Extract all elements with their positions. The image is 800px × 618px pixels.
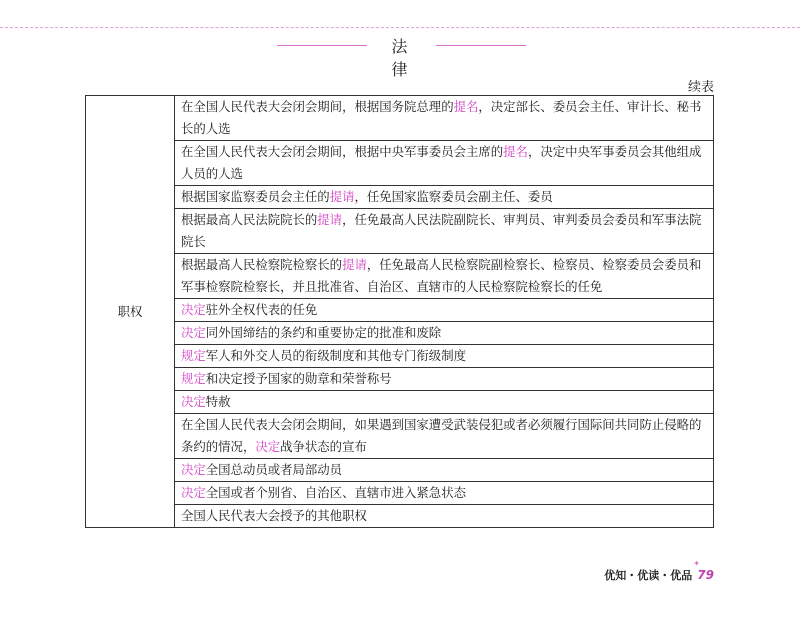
item-text: 和决定授予国家的勋章和荣誉称号 bbox=[205, 371, 392, 386]
power-item-cell bbox=[175, 141, 714, 186]
power-item-cell bbox=[175, 391, 714, 414]
highlight-keyword: 规定 bbox=[181, 371, 206, 386]
highlight-keyword: 决定 bbox=[181, 462, 206, 477]
item-text: ，任免最高人民检察院副检察长、检察员、检察委员会委员和军事检察院检察长，并且批准省、自治区、直辖市的人民检察院检察长的任免 bbox=[181, 257, 702, 294]
power-item-cell bbox=[175, 345, 714, 368]
power-item-cell bbox=[175, 414, 714, 459]
power-item-cell bbox=[175, 505, 714, 528]
item-text: ，决定部长、委员会主任、审计长、秘书长的人选 bbox=[181, 99, 702, 136]
page-number-text: 79 bbox=[697, 568, 714, 582]
continued-label: 续表 bbox=[687, 80, 714, 95]
item-text: ，决定中央军事委员会其他组成人员的人选 bbox=[181, 144, 702, 181]
top-dashed-border bbox=[0, 27, 800, 28]
item-text: 全国或者个别省、自治区、直辖市进入紧急状态 bbox=[205, 485, 466, 500]
page-footer bbox=[604, 559, 714, 583]
table-row bbox=[86, 254, 714, 299]
item-text: 根据最高人民检察院检察长的 bbox=[181, 257, 343, 272]
highlight-keyword: 决定 bbox=[255, 439, 281, 454]
highlight-keyword: 提请 bbox=[342, 257, 367, 272]
highlight-keyword: 决定 bbox=[181, 485, 206, 500]
highlight-keyword: 提请 bbox=[317, 212, 343, 227]
power-item-cell bbox=[175, 254, 714, 299]
power-item-cell bbox=[175, 368, 714, 391]
table-row bbox=[86, 482, 714, 505]
table-row bbox=[86, 414, 714, 459]
table-row bbox=[86, 505, 714, 528]
table-row bbox=[86, 345, 714, 368]
power-item-cell bbox=[175, 299, 714, 322]
highlight-keyword: 提名 bbox=[503, 144, 528, 159]
item-text: 全国人民代表大会授予的其他职权 bbox=[181, 508, 367, 523]
item-text: 军人和外交人员的衔级制度和其他专门衔级制度 bbox=[205, 348, 466, 363]
star-icon: ✦ bbox=[693, 559, 700, 568]
item-text: 全国总动员或者局部动员 bbox=[205, 462, 343, 477]
highlight-keyword: 提名 bbox=[453, 99, 479, 114]
table-row bbox=[86, 141, 714, 186]
highlight-keyword: 决定 bbox=[181, 325, 206, 340]
power-item-cell bbox=[175, 209, 714, 254]
item-text: 在全国人民代表大会闭会期间，根据国务院总理的 bbox=[181, 99, 454, 114]
table-row bbox=[86, 299, 714, 322]
item-text: 同外国缔结的条约和重要协定的批准和废除 bbox=[205, 325, 442, 340]
header-rule-left bbox=[277, 45, 367, 46]
table-row bbox=[86, 186, 714, 209]
page-header bbox=[0, 34, 800, 79]
table-row bbox=[86, 322, 714, 345]
table-row bbox=[86, 96, 714, 141]
highlight-keyword: 规定 bbox=[181, 348, 206, 363]
highlight-keyword: 决定 bbox=[181, 394, 206, 409]
table-row bbox=[86, 459, 714, 482]
item-text: ，任免国家监察委员会副主任、委员 bbox=[354, 189, 553, 204]
item-text: 根据国家监察委员会主任的 bbox=[181, 189, 330, 204]
item-text: 根据最高人民法院院长的 bbox=[181, 212, 318, 227]
power-item-cell bbox=[175, 482, 714, 505]
table-row bbox=[86, 209, 714, 254]
item-text: 驻外全权代表的任免 bbox=[205, 302, 318, 317]
highlight-keyword: 决定 bbox=[181, 302, 206, 317]
highlight-keyword: 提请 bbox=[329, 189, 355, 204]
item-text: 战争状态的宣布 bbox=[280, 439, 367, 454]
page-title: 法 律 bbox=[391, 37, 418, 79]
item-text: 在全国人民代表大会闭会期间，如果遇到国家遭受武装侵犯或者必须履行国际间共同防止侵略的条约的情况， bbox=[181, 417, 702, 454]
page-number bbox=[693, 559, 714, 582]
table-row bbox=[86, 391, 714, 414]
category-cell: 职权 bbox=[86, 96, 175, 528]
footer-slogan: 优知・优读・优品 bbox=[604, 569, 693, 582]
header-rule-right bbox=[436, 45, 526, 46]
power-item-cell bbox=[175, 96, 714, 141]
powers-table bbox=[85, 95, 714, 528]
item-text: 在全国人民代表大会闭会期间，根据中央军事委员会主席的 bbox=[181, 144, 504, 159]
item-text: ，任免最高人民法院副院长、审判员、审判委员会委员和军事法院院长 bbox=[181, 212, 702, 249]
table-row bbox=[86, 368, 714, 391]
item-text: 特赦 bbox=[205, 394, 231, 409]
power-item-cell bbox=[175, 186, 714, 209]
power-item-cell bbox=[175, 459, 714, 482]
power-item-cell bbox=[175, 322, 714, 345]
